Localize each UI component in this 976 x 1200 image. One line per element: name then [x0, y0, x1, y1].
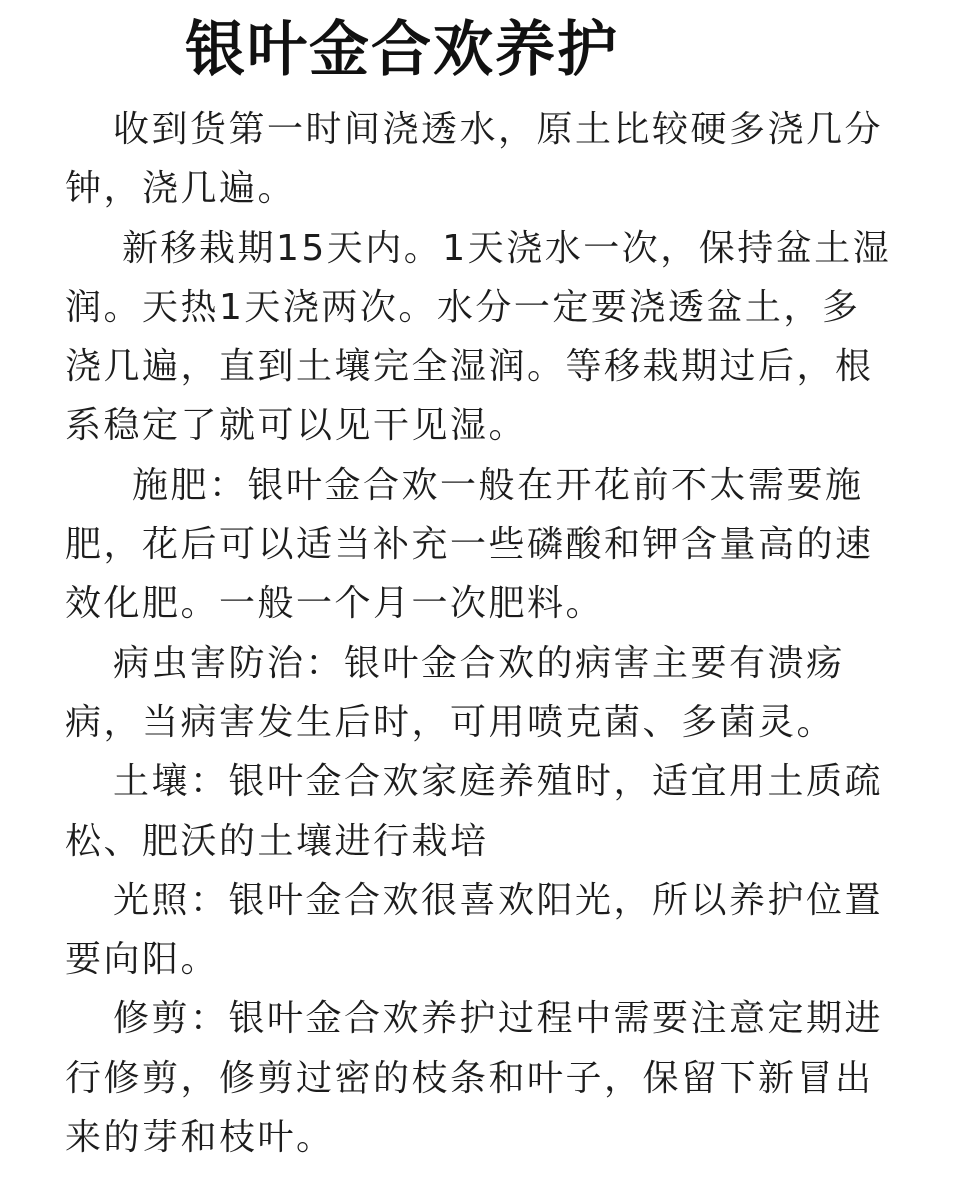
paragraph-line: 系稳定了就可以见干见湿。: [65, 405, 528, 447]
paragraph-line: 润。天热1天浇两次。水分一定要浇透盆土，多: [65, 286, 861, 328]
paragraph-line: 要向阳。: [65, 939, 220, 981]
paragraph-watering: [65, 100, 945, 219]
paragraph-line: 新移栽期15天内。1天浇水一次，保持盆土湿: [122, 227, 892, 269]
paragraph-line: 施肥：银叶金合欢一般在开花前不太需要施: [132, 464, 864, 506]
paragraph-pest-control: [65, 634, 945, 753]
paragraph-lighting: [65, 871, 945, 990]
paragraph-soil: [65, 752, 945, 871]
paragraph-line: 修剪：银叶金合欢养护过程中需要注意定期进: [113, 998, 884, 1040]
paragraph-line: 浇几遍，直到土壤完全湿润。等移栽期过后，根: [65, 346, 874, 388]
paragraph-pruning: [65, 989, 945, 1167]
paragraph-line: 肥，花后可以适当补充一些磷酸和钾含量高的速: [65, 524, 874, 566]
paragraph-line: 来的芽和枝叶。: [65, 1117, 335, 1159]
paragraph-line: 钟，浇几遍。: [65, 168, 297, 210]
paragraph-line: 效化肥。一般一个月一次肥料。: [65, 583, 605, 625]
paragraph-line: 土壤：银叶金合欢家庭养殖时，适宜用土质疏: [113, 761, 884, 803]
paragraph-line: 收到货第一时间浇透水，原土比较硬多浇几分: [113, 109, 884, 150]
paragraph-line: 松、肥沃的土壤进行栽培: [65, 820, 489, 862]
paragraph-transplant-period: [65, 219, 945, 456]
document-body: [65, 100, 945, 1167]
paragraph-line: 病，当病害发生后时，可用喷克菌、多菌灵。: [65, 701, 836, 743]
paragraph-line: 光照：银叶金合欢很喜欢阳光，所以养护位置: [113, 879, 884, 921]
paragraph-line: 病虫害防治：银叶金合欢的病害主要有溃疡: [113, 642, 845, 684]
paragraph-fertilizing: [65, 456, 945, 634]
paragraph-line: 行修剪，修剪过密的枝条和叶子，保留下新冒出: [65, 1057, 874, 1099]
page-title: 银叶金合欢养护: [185, 15, 619, 85]
